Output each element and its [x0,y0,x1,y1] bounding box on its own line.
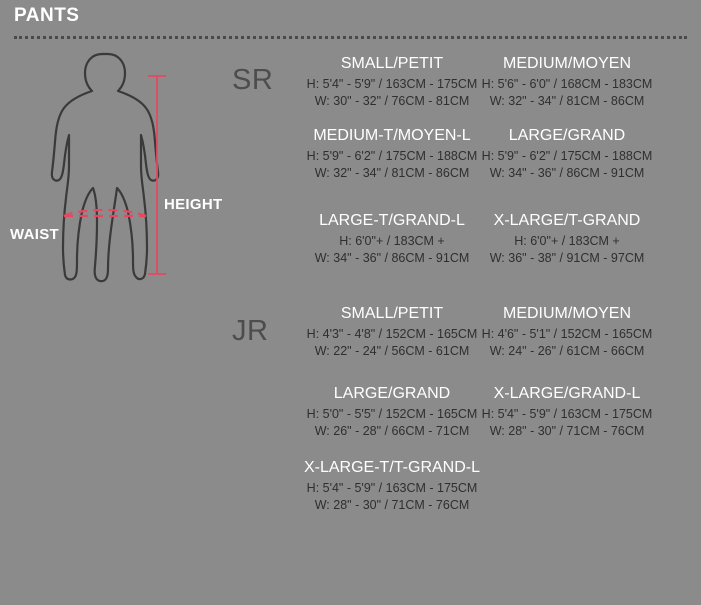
size-name: MEDIUM/MOYEN [503,55,631,72]
size-waist: W: 22" - 24" / 56CM - 61CM [314,344,470,358]
size-waist: W: 34" - 36" / 86CM - 91CM [489,166,645,180]
size-height: H: 5'4" - 5'9" / 163CM - 175CM [481,407,653,421]
size-cell-jr-xlarge [452,384,682,440]
title-divider [14,36,687,39]
size-waist: W: 28" - 30" / 71CM - 76CM [314,498,470,512]
page-title: PANTS [14,5,80,26]
size-waist: W: 28" - 30" / 71CM - 76CM [489,424,645,438]
size-cell-jr-xlarge-tall [277,458,507,514]
size-name: X-LARGE/T-GRAND [493,212,641,229]
size-height: H: 6'0"+ / 183CM + [514,234,620,248]
size-height: H: 5'0" - 5'5" / 152CM - 165CM [306,407,478,421]
size-name: X-LARGE/GRAND-L [493,385,641,402]
size-height: H: 5'9" - 6'2" / 175CM - 188CM [481,149,653,163]
size-height: H: 4'3" - 4'8" / 152CM - 165CM [306,327,478,341]
group-label-sr: SR [232,64,274,96]
size-name: LARGE-T/GRAND-L [319,212,465,229]
size-cell-sr-large [452,126,682,182]
height-label: HEIGHT [164,196,223,213]
size-height: H: 6'0"+ / 183CM + [339,234,445,248]
size-name: LARGE/GRAND [508,127,626,144]
size-waist: W: 32" - 34" / 81CM - 86CM [489,94,645,108]
size-waist: W: 34" - 36" / 86CM - 91CM [314,251,470,265]
size-waist: W: 30" - 32" / 76CM - 81CM [314,94,470,108]
body-silhouette-icon [0,46,230,296]
measurement-figure [0,46,230,296]
size-name: SMALL/PETIT [340,55,444,72]
size-cell-jr-medium [452,304,682,360]
group-label-jr: JR [232,315,269,347]
size-height: H: 5'4" - 5'9" / 163CM - 175CM [306,481,478,495]
size-height: H: 5'4" - 5'9" / 163CM - 175CM [306,77,478,91]
size-height: H: 5'6" - 6'0" / 168CM - 183CM [481,77,653,91]
size-height: H: 5'9" - 6'2" / 175CM - 188CM [306,149,478,163]
waist-label: WAIST [10,226,59,243]
size-waist: W: 26" - 28" / 66CM - 71CM [314,424,470,438]
size-waist: W: 24" - 26" / 61CM - 66CM [489,344,645,358]
size-waist: W: 36" - 38" / 91CM - 97CM [489,251,645,265]
size-height: H: 4'6" - 5'1" / 152CM - 165CM [481,327,653,341]
size-name: LARGE/GRAND [333,385,451,402]
size-cell-sr-medium [452,54,682,110]
size-cell-sr-xlarge [452,211,682,267]
size-waist: W: 32" - 34" / 81CM - 86CM [314,166,470,180]
size-name: MEDIUM/MOYEN [503,305,631,322]
size-name: X-LARGE-T/T-GRAND-L [303,459,480,476]
size-name: SMALL/PETIT [340,305,444,322]
size-name: MEDIUM-T/MOYEN-L [313,127,471,144]
